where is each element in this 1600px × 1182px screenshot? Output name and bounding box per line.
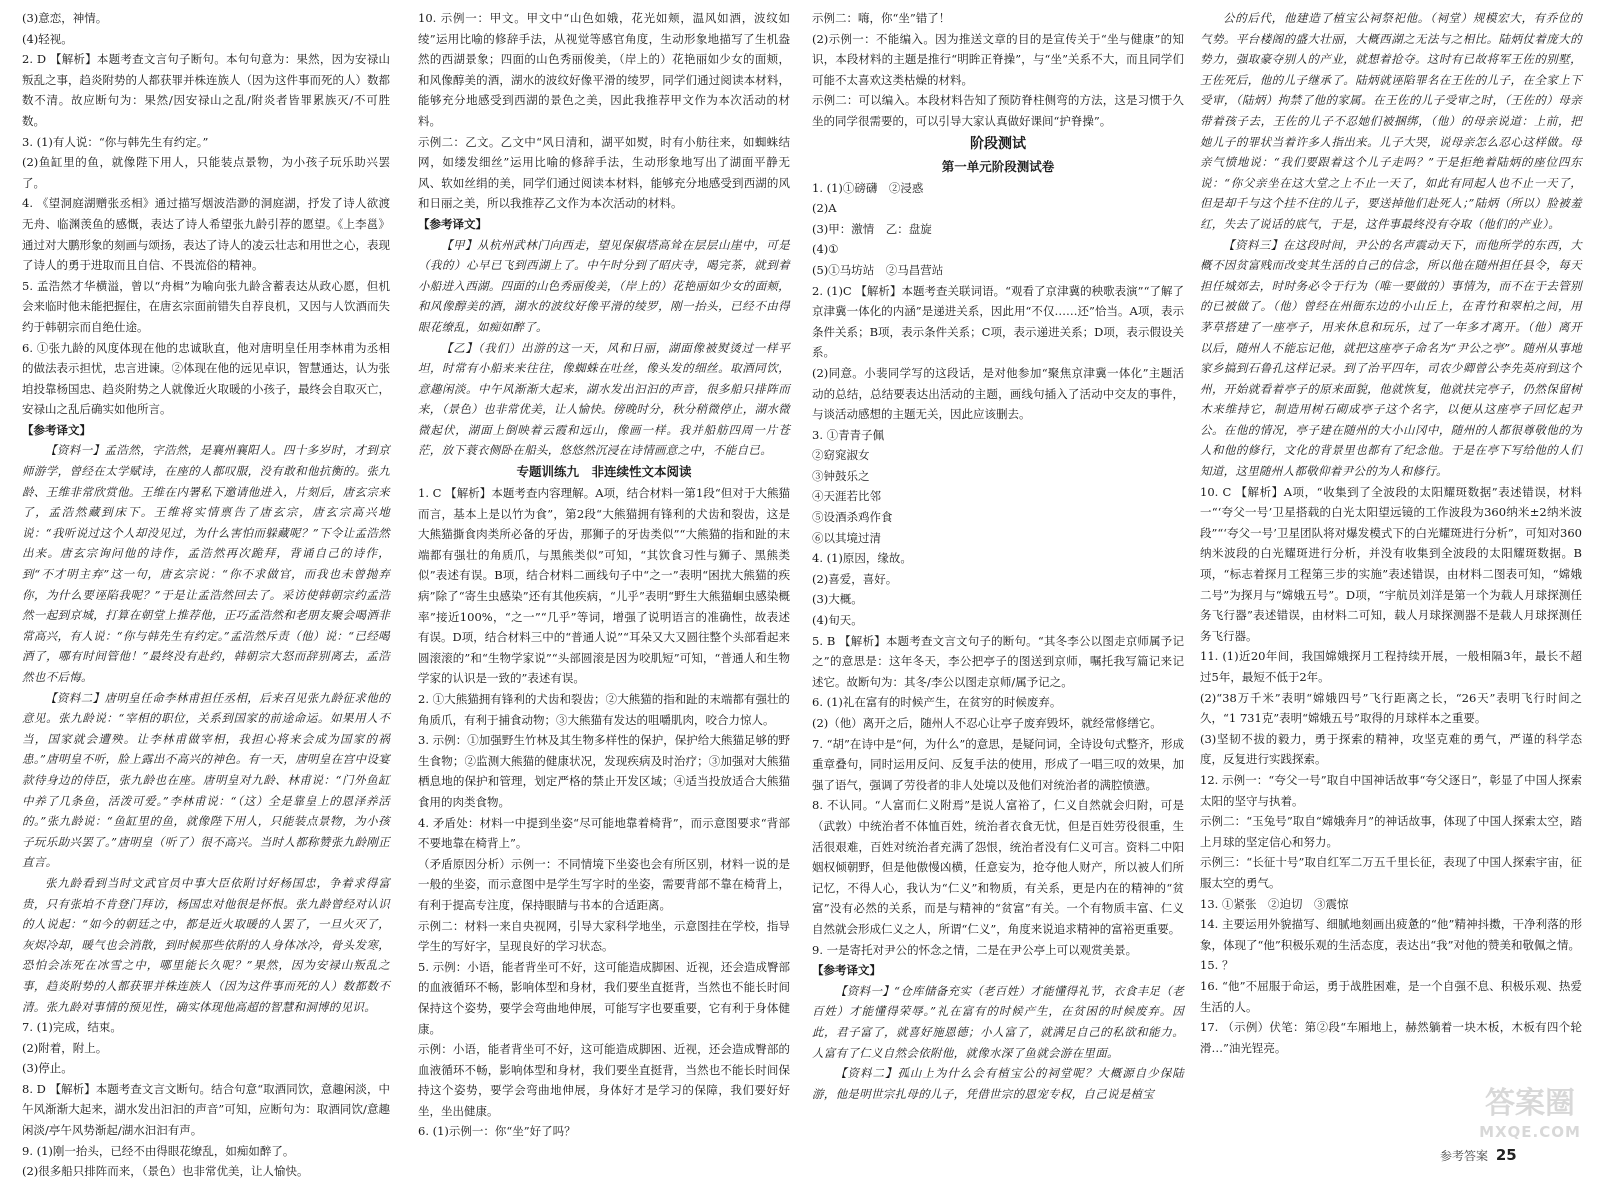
page-number: 25 (1495, 1146, 1517, 1164)
answer-paragraph: 4. 矛盾处：材料一中提到坐姿“尽可能地靠着椅背”，而示意图要求“背部不要地靠在椅背上”。 (418, 815, 790, 851)
answer-paragraph: ②窈窕淑女 (812, 448, 870, 463)
answer-paragraph: (2)“38万千米”表明“嫦娥四号”飞行距离之长，“26天”表明飞行时间之久，“1 731克”表明“嫦娥五号”取得的月球样本之重要。 (1200, 690, 1582, 726)
answer-paragraph: (4)① (812, 242, 839, 257)
answer-paragraph: (4)轻视。 (22, 31, 73, 46)
answer-paragraph: (2)示例一：不能编入。因为推送文章的目的是宣传关于“坐与健康”的知识，本段材料的主题是推行“明眸正脊操”，与“坐”关系不大，而且同学们可能不太喜欢这类枯燥的材料。 (812, 31, 1184, 87)
answer-paragraph: 5. 孟浩然才华横溢，曾以“舟楫”为喻向张九龄含蓄表达从政心愿，但机会来临时他未能把握住，在唐玄宗面前错失自荐良机，又因与人饮酒而失约于韩朝宗而自绝仕途。 (22, 278, 390, 334)
answer-paragraph: 【资料二】唐明皇任命李林甫担任丞相，后来召见张九龄征求他的意见。张九龄说：“宰相的职位，关系到国家的前途命运。如果用人不当，国家就会遭殃。让李林甫做宰相，我担心将来会成为国家的祸患。”唐明皇不听，脸上露出不高兴的神色。有一天，唐明皇在宫中设宴款待身边的侍臣，张九龄也在座。唐明皇对九龄、林甫说：“门外鱼缸中养了几条鱼，活泼可爱。”李林甫说：“（这）全是靠皇上的恩泽养活的。”张九龄说：“鱼缸里的鱼，就像陛下用人，只能装点景物，为小孩子玩乐助兴罢了。”唐明皇（听了）很不高兴。当时人都称赞张九龄刚正直言。 (22, 690, 390, 870)
answer-paragraph: 8. 不认同。“人富而仁义附焉”是说人富裕了，仁义自然就会归附，可是（武敦）中统治者不体恤百姓，统治者衣食无忧，但是百姓劳役很重，生活很艰难，百姓对统治者充满了怨恨，统治者没有仁义可言。资料二中阳姻权倾朝野，但是他傲慢凶横，任意妄为，抢夺他人财产，所以被人们所记忆，不得人心，我认为“仁义”和物质，有关系，更是内在的精神的“贫富”没有必然的关系，而是与精神的“贫富”有关。一个有物质丰富、仁义自然就会形成仁义之人，所谓“仁义”，角度来说追求精神的富裕更重要。 (812, 798, 1184, 936)
answer-paragraph: (4)旬天。 (812, 613, 863, 628)
answer-paragraph: 2. D 【解析】本题考查文言句子断句。本句句意为：果然，因为安禄山叛乱之事，趋炎附势的人都获罪并株连族人（因为这件事而死的人）数都数不清。故应断句为：果然/因安禄山之乱/附炎者皆罪累族灭/不可胜数。 (22, 52, 390, 128)
answer-paragraph: 1. C 【解析】本题考查内容理解。A项，结合材料一第1段“但对于大熊猫而言，基本上是以竹为食”，第2段“大熊猫拥有锋利的犬齿和裂齿，这是大熊猫撕食肉类所必备的牙齿，那狮子的牙齿类似”“大熊猫的指和趾的末端都有强壮的角质爪，与黑熊类似”可知，“其饮食习性与狮子、黑熊类似”表述有误。B项，结合材料二画线句子中“之一”表明“困扰大熊猫的疾病”除了“寄生虫感染”还有其他疾病，“儿乎”表明“野生大熊猫蛔虫感染概率”接近100%，“之一”“几乎”等词，增强了说明语言的准确性，故表述有误。D项，结合材料三中的“普通人说”“耳朵又大又圆往整个头部看起来圆滚滚的”和“生物学家说”“头部圆滚是因为咬肌短”可知，“普通人和生物学家的认识是一致的”表述有误。 (418, 486, 790, 686)
answer-paragraph: 7. (1)完成，结束。 (22, 1020, 122, 1035)
answer-paragraph: 【资料一】“仓库储备充实（老百姓）才能懂得礼节，衣食丰足（老百姓）才能懂得荣辱。”礼在富有的时候产生，在贫困的时候废弃。因此，君子富了，就喜好施恩德；小人富了，就满足自己的私欲和能力。人富有了仁义自然会依附他，就像水深了鱼就会游在里面。 (812, 983, 1184, 1060)
answer-paragraph: 专题训练九 非连续性文本阅读 (516, 464, 692, 480)
footer-label: 参考答案 (1440, 1149, 1489, 1163)
answer-paragraph: ③钟鼓乐之 (812, 468, 870, 483)
answer-paragraph: 10. C 【解析】A项，“收集到了全波段的太阳耀斑数据”表述错误，材料一“‘夸父一号’卫星搭载的白光太阳望远镜的工作波段为360纳米±2纳米波段”“‘夸父一号’卫星团队将对爆发模式下的白光耀斑进行分析”，可知对360纳米波段的白光耀斑进行分析，并没有收集到全波段的太阳耀斑数据。B项，“标志着探月工程第三步的实施”表述错误，由材料二图表可知，“嫦娥二号”为探月与“嫦娥五号”。D项，“宇航员刘洋是第一个为载人月球探测任务飞行器”表述错误，由材料二可知，载人月球探测器不是载人月球探测任务飞行器。 (1200, 484, 1582, 643)
answer-paragraph: 示例二：材料一来自央视网，引导大家科学地坐，示意图挂在学校，指导学生的写好字，呈现良好的学习状态。 (418, 918, 790, 954)
answer-paragraph: 11. (1)近20年间，我国嫦娥探月工程持续开展，一般相隔3年，最长不超过5年，最短不低于2年。 (1200, 649, 1582, 684)
answer-paragraph: 4. (1)原因，缘故。 (812, 551, 912, 566)
answer-paragraph: (5)①马坊站 ②马昌营站 (812, 262, 944, 277)
answer-paragraph: 5. B 【解析】本题考查文言文句子的断句。“其冬李公以图走京师属予记之”的意思是：这年冬天，李公把亭子的图送到京师，嘱托我写篇记来记述它。故断句为：其冬/李公以图走京师/属予记之。 (812, 633, 1184, 689)
answer-paragraph: 【参考译文】 (22, 422, 91, 437)
answer-paragraph: 12. 示例一：“夸父一号”取自中国神话故事“夸父逐日”，彰显了中国人探索太阳的坚守与执着。 (1200, 772, 1582, 808)
answer-paragraph: 张九龄看到当时文武官员中事大臣依附讨好杨国忠，争着求得富贵，只有张垍不肯登门拜访，杨国忠对他很是怀恨。张九龄曾经对认识的人说起：“如今的朝廷之中，都是近火取暖的人罢了，一旦火灭了，灰烬冷却，暖气也会消散，到时候那些依附的人身体冰冷，骨头发寒，恐怕会冻死在冰雪之中，哪里能长久呢？”果然，因为安禄山叛乱之事，趋炎附势的人都获罪并株连族人（因为这件事而死的人）数都数不清。张九龄对事情的预见性，确实体现他高超的智慧和洞博的见识。 (22, 875, 390, 1014)
answer-paragraph: 【甲】从杭州武林门向西走，望见保俶塔高耸在层层山崖中，可是（我的）心早已飞到西湖上了。中午时分到了昭庆寺，喝完茶，就到着小船进入西湖。四面的山色秀丽俊美，（岸上的）花艳丽如少女的面颊，和风像醇美的酒，湖水的波纹好像平滑的绫罗，刚一抬头，已经不由得眼花缭乱，如痴如醉了。 (418, 237, 790, 334)
answer-paragraph: 9. (1)刚一抬头，已经不由得眼花缭乱，如痴如醉了。 (22, 1143, 295, 1158)
answer-paragraph: (3)坚韧不拔的毅力，勇于探索的精神，攻坚克难的勇气，严谨的科学态度，反复进行实践探索。 (1200, 731, 1582, 767)
column-2 (418, 8, 790, 1158)
answer-paragraph: 示例二：可以编入。本段材料告知了预防脊柱侧弯的方法，这是习惯于久坐的同学很需要的，可以引导大家认真做好课间“护脊操”。 (812, 93, 1184, 128)
answer-paragraph: (2)喜爱，喜好。 (812, 571, 898, 586)
answer-paragraph: 【乙】（我们）出游的这一天，风和日丽，湖面像被熨烫过一样平坦，时常有小船来来往往，像蜘蛛在吐丝，像头发的细丝。取酒同饮，意趣闲淡。中午风渐渐大起来，湖水发出汩汩的声音，很多船只排阵而来，（景色）也非常优美，让人愉快。傍晚时分，秋分稍微停止，湖水微微起伏，湖面上倒映着云霞和远山，像画一样。我并船舫四周一片苍茫，放下蓑衣侧卧在船头，悠悠然沉浸在诗情画意之中，不能自已。 (418, 340, 790, 458)
answer-paragraph: 6. ①张九龄的风度体现在他的忠诚耿直，他对唐明皇任用李林甫为丞相的做法表示担忧，忠言进谏。②体现在他的远见卓识，智慧通达，认为张垍投靠杨国忠、趋炎附势之人就像近火取暖的小孩子，最终会自取灭亡，安禄山之乱后确实如他所言。 (22, 340, 390, 417)
answer-paragraph: 5. 示例：小语，能者背坐可不好，这可能造成脚困、近视，还会造成臀部的血液循环不畅，影响体型和身材，我们要坐直挺背，当然也不能长时间保持这个姿势，要学会弯曲地伸展，可能写字也要重要，它有利于身体健康。 (418, 959, 790, 1036)
answer-paragraph: (3)甲：激情 乙：盘旋 (812, 221, 932, 236)
answer-paragraph: 公的后代，他建造了植宝公祠祭祀他。（祠堂）规模宏大，有乔位的气势。平台楼阁的盛大壮丽，大概西湖之无法与之相比。陆炳仗着庞大的势力，强取豪夺别人的产业，就想着抢夺。这时有已故将军王佐的别墅，王佐死后，他的儿子继承了。陆炳就诬陷罪名在王佐的儿子，在全家上下受审，（陆炳）拘禁了他的家属。在王佐的儿子受审之时，（王佐的）母亲带着孩子去，王佐的儿子不忍她们被捆绑，（他）的母亲说道：上前，把她儿子的罪状当着许多人指出来。儿子大哭，说母亲怎么忍心这样做。母亲气愤地说：“我们要跟着这个儿子走吗？”于是拒绝着陆炳的座位四东说：“你父亲坐在这大堂之上不止一天了，如此有同起人也不止一天了，但是却千与这个挂不住的儿子，要送掉他们赴死人；”陆炳（所以）脸被羞红，失去了说话的底气，于是，这件事最终没有夺取（他们的产业）。 (1200, 11, 1582, 231)
answer-paragraph: 示例二：“玉兔号”取自“嫦娥奔月”的神话故事，体现了中国人探索太空，踏上月球的坚定信心和努力。 (1200, 814, 1582, 849)
answer-paragraph: (2)鱼缸里的鱼，就像陛下用人，只能装点景物，为小孩子玩乐助兴罢了。 (22, 155, 390, 190)
answer-paragraph: （矛盾原因分析）示例一：不同情境下坐姿也会有所区别，材料一说的是一般的坐姿，而示意图中是学生写字时的坐姿，需要背部不靠在椅背上，有利于提高专注度，保持眼睛与书本的合适距离。 (418, 856, 790, 912)
column-4 (1200, 8, 1582, 1158)
answer-paragraph: 3. ①青青子佩 (812, 427, 885, 442)
answer-paragraph: 【参考译文】 (812, 963, 881, 978)
answer-paragraph: 4. 《望洞庭湖赠张丞相》通过描写烟波浩渺的洞庭湖，抒发了诗人欲渡无舟、临渊羡鱼的感慨，表达了诗人希望张九龄引荐的愿望。《上李邕》通过对大鹏形象的刻画与颂扬，表达了诗人的凌云壮志和用世之心，表现了诗人的勇于进取而且自信、不畏流俗的精神。 (22, 196, 390, 273)
answer-paragraph: 9. 一是寄托对尹公的怀念之情，二是在尹公亭上可以观赏美景。 (812, 942, 1138, 957)
column-3 (812, 8, 1184, 1158)
answer-paragraph: 16. “他”不屈服于命运，勇于战胜困难，是一个自强不息、积极乐观、热爱生活的人。 (1200, 978, 1582, 1014)
answer-paragraph: (3)意恋，神情。 (22, 11, 108, 25)
answer-paragraph: 17. （示例）伏笔：第②段“车厢地上，赫然躺着一块木板，木板有四个轮滑…”油光锃亮。 (1200, 1020, 1582, 1055)
answer-paragraph: 15. ？ (1200, 958, 1234, 973)
answer-paragraph: 示例二：嗨，你“坐”错了！ (812, 11, 951, 25)
answer-paragraph: 阶段测试 (970, 135, 1026, 152)
column-1 (22, 8, 390, 1179)
answer-paragraph: 3. 示例：①加强野生竹林及其生物多样性的保护，保护给大熊猫足够的野生食物；②监测大熊猫的健康状况，发现疾病及时治疗；③加强对大熊猫栖息地的保护和管理，划定严格的禁止开发区域；④适当投放适合大熊猫食用的肉类食物。 (418, 733, 790, 809)
answer-paragraph: 示例三：“长征十号”取自红军二万五千里长征，表现了中国人探索宇宙，征服太空的勇气。 (1200, 855, 1582, 890)
answer-paragraph: (3)停止。 (22, 1061, 73, 1076)
answer-paragraph: (2)（他）离开之后，随州人不忍心让亭子废弃毁坏，就经常修缮它。 (812, 716, 1162, 730)
answer-paragraph: (2)A (812, 201, 837, 216)
answer-paragraph: 1. (1)①磅礴 ②浸惑 (812, 180, 924, 195)
answer-paragraph: 【资料二】孤山上为什么会有植宝公的祠堂呢？大概源自少保陆游，他是明世宗扎母的儿子，凭借世宗的恩宠专权，自己说是植宝 (812, 1066, 1184, 1101)
answer-paragraph: (2)很多船只排阵而来，（景色）也非常优美，让人愉快。 (22, 1164, 309, 1179)
answer-paragraph: ⑥以其境过清 (812, 530, 881, 545)
answer-paragraph: 6. (1)礼在富有的时候产生，在贫穷的时候废弃。 (812, 695, 1062, 710)
answer-paragraph: (3)大概。 (812, 592, 863, 607)
answer-paragraph: 7. “胡”在诗中是“何，为什么”的意思，是疑问词，全诗设句式整齐，形成重章叠句，同时运用反问、反复手法的使用，形成了一唱三叹的效果，加强了语气，强调了劳役者的非人处境以及他们对统治者的满腔愤懑。 (812, 736, 1184, 792)
answer-paragraph: 示例二：乙文。乙文中“风日清和，湖平如熨，时有小舫往来，如蜘蛛结网，如缕发细丝”运用比喻的修辞手法，生动形象地写出了湖面平静无风、软如丝绢的美，同学们通过阅读本材料，能够充分地感受到西湖的风和日丽之美，所以我推荐乙文作为本次活动的材料。 (418, 134, 790, 211)
answer-paragraph: 示例：小语，能者背坐可不好，这可能造成脚困、近视，还会造成臀部的血液循环不畅，影响体型和身材，我们要坐直挺背，当然也不能长时间保持这个姿势，要学会弯曲地伸展，身体好才是学习的保障，我们要好好坐，坐出健康。 (418, 1042, 790, 1118)
answer-paragraph: (2)同意。小裴同学写的这段话，是对他参加“聚焦京津冀一体化”主题活动的总结，总结要表达出活动的主题，画线句插入了活动中交友的事件，与谈活动感想的主题无关，因此应该删去。 (812, 365, 1184, 422)
answer-paragraph: ⑤设酒杀鸡作食 (812, 510, 893, 525)
answer-paragraph: 3. (1)有人说：“你与韩先生有约定。” (22, 134, 209, 149)
answer-paragraph: 2. (1)C 【解析】本题考查关联词语。“观看了京津冀的秧歌表演”“了解了京津冀一体化的内涵”是递进关系，因此用“不仅……还”恰当。A项，表示条件关系；B项，表示条件关系；C项，表示递进关系；D项，表示假设关系。 (812, 283, 1184, 360)
watermark-logo-text: 答案圈 (1485, 1086, 1575, 1121)
answer-paragraph: 2. ①大熊猫拥有锋利的犬齿和裂齿；②大熊猫的指和趾的末端都有强壮的角质爪，有利于捕食动物；③大熊猫有发达的咀嚼肌肉，咬合力惊人。 (418, 692, 790, 727)
answer-paragraph: 14. 主要运用外貌描写、细腻地刻画出疲惫的“他”精神抖擞，干净利落的形象，体现了“他”积极乐观的生活态度，表达出“我”对他的赞美和敬佩之情。 (1200, 917, 1582, 952)
answer-paragraph: 13. ①紧张 ②迫切 ③震惊 (1200, 896, 1349, 911)
answer-paragraph: 10. 示例一：甲文。甲文中“山色如娥，花光如颊，温风如酒，波纹如绫”运用比喻的修辞手法，从视觉等感官角度，生动形象地描写了生机盎然的西湖景象；四面的山色秀丽俊美，（岸上的）花艳丽如少女的面颊，和风像醇美的酒，湖水的波纹好像平滑的绫罗，同学们通过阅读本材料，能够充分地感受到西湖的景色之美，因此我推荐甲文作为本次活动的材料。 (418, 11, 790, 128)
answer-paragraph: 8. D 【解析】本题考查文言文断句。结合句意“取酒同饮，意趣闲淡，中午风渐渐大起来，湖水发出汩汩的声音”可知，应断句为：取酒同饮/意趣闲淡/亭午风势渐起/湖水汩汩有声。 (22, 1081, 390, 1138)
site-watermark (1470, 1085, 1590, 1155)
watermark-url: MXQE.COM (1479, 1123, 1581, 1141)
answer-paragraph: 【资料三】在这段时间，尹公的名声震动天下，而他所学的东西，大概不因贫富贱而改变其生活的自己的信念，所以他在随州担任县令，每天担任城郊去，时时务必令于行为（唯一要做的）事情为，而不在于去管别的已被做了。（他）曾经在州衙东边的小山丘上，在青竹和翠柏之间，用茅草搭建了一座亭子，用来休息和玩乐，过了一年多才离开。（他）离开以后，随州人不能忘记他，就把这座亭子命名为“尹公之亭”。随州从事地家乡搞到石鲁孔这样记录。到了治平四年，司农少卿曾公李先英府到这个州，开始就看着亭子的原来面貌，他就恢复，他就扶完亭子，仍然保留树木来维持它，制造用树石砌成亭子这个名字，以便从这座亭子回忆起尹公。在他的情况，亭子建在随州的大小山冈中，随州的人都很尊敬他的为人和他的修行，文化的背景里也都有了纪念他。于是在亭下写给他的人们知道，这里随州人都敬仰着尹公的为人和修行。 (1200, 237, 1582, 479)
answer-paragraph: 6. (1)示例一：你“坐”好了吗？ (418, 1124, 576, 1139)
answer-paragraph: (2)附着，附上。 (22, 1040, 108, 1055)
answer-paragraph: 【参考译文】 (418, 216, 487, 231)
answer-paragraph: 第一单元阶段测试卷 (941, 158, 1055, 174)
answer-paragraph: ④天涯若比邻 (812, 489, 881, 504)
answer-paragraph: 【资料一】孟浩然，字浩然，是襄州襄阳人。四十多岁时，才到京师游学，曾经在太学赋诗，在座的人都叹服，没有敢和他抗衡的。张九龄、王维非常欣赏他。王维在内署私下邀请他进入，片刻后，唐玄宗来了，孟浩然藏到床下。王维将实情禀告了唐玄宗，唐玄宗高兴地说：“我听说过这个人却没见过，为什么害怕而躲藏呢？”下令让孟浩然出来。唐玄宗询问他的诗作，孟浩然再次跪拜，背诵自己的诗作，到“不才明主弃”这一句，唐玄宗说：“你不求做官，而我也未曾抛弃你，为什么要诬陷我呢？”于是让孟浩然回去了。采访使韩朝宗约孟浩然一起到京城，打算在朝堂上推荐他，正巧孟浩然和老朋友聚会喝酒非常高兴，有人说：“你与韩先生有约定。”孟浩然斥责（他）说：“已经喝酒了，哪有时间管他！”最终没有赴约，韩朝宗大怒而辞别离去，孟浩然也不后悔。 (22, 443, 390, 684)
